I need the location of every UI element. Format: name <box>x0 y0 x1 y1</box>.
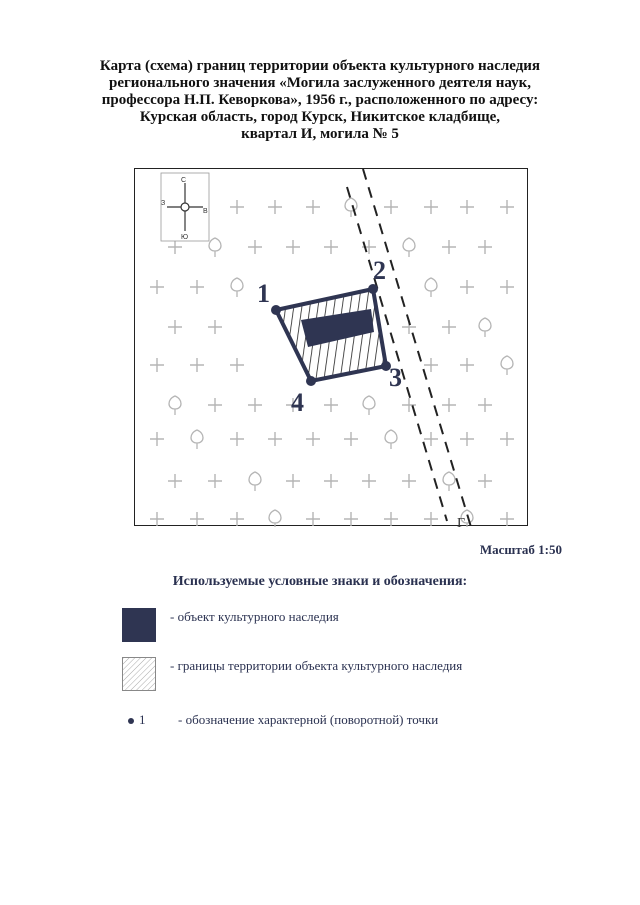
grave-cross-icon <box>248 398 262 412</box>
grave-cross-icon <box>230 358 244 372</box>
map-frame <box>134 168 528 526</box>
grave-cross-icon <box>460 200 474 214</box>
grave-cross-icon <box>190 512 204 526</box>
grave-cross-icon <box>286 474 300 488</box>
grave-cross-icon <box>286 240 300 254</box>
tree-icon <box>501 356 513 375</box>
grave-cross-icon <box>424 200 438 214</box>
legend-title: Используемые условные знаки и обозначения: <box>172 574 468 589</box>
grave-cross-icon <box>306 200 320 214</box>
grave-cross-icon <box>442 320 456 334</box>
legend-object-swatch <box>122 608 156 642</box>
grave-cross-icon <box>478 398 492 412</box>
grave-cross-icon <box>168 474 182 488</box>
legend-point-sample <box>128 712 146 728</box>
grave-cross-icon <box>190 280 204 294</box>
grave-cross-icon <box>150 280 164 294</box>
grave-cross-icon <box>208 474 222 488</box>
tree-icon <box>249 472 261 491</box>
grave-cross-icon <box>424 358 438 372</box>
point-4-label: 4 <box>291 388 304 417</box>
point-2-label: 2 <box>373 256 386 285</box>
legend-object-text: - объект культурного наследия <box>170 609 339 624</box>
grave-cross-icon <box>230 512 244 526</box>
tree-icon <box>169 396 181 415</box>
point-4-marker <box>306 376 316 386</box>
grave-cross-icon <box>442 398 456 412</box>
tree-icon <box>425 278 437 297</box>
grave-cross-icon <box>268 200 282 214</box>
tree-icon <box>385 430 397 449</box>
grave-cross-icon <box>150 432 164 446</box>
grave-cross-icon <box>306 512 320 526</box>
grave-cross-icon <box>384 512 398 526</box>
grave-cross-icon <box>190 358 204 372</box>
grave-cross-icon <box>402 474 416 488</box>
tree-icon <box>209 238 221 257</box>
legend-point-text: - обозначение характерной (поворотной) точки <box>178 712 439 727</box>
grave-cross-icon <box>424 432 438 446</box>
title-line-3: профессора Н.П. Кеворкова», 1956 г., расположенного по адресу: <box>101 92 539 108</box>
grave-cross-icon <box>344 432 358 446</box>
grave-cross-icon <box>168 240 182 254</box>
legend-zone-swatch <box>122 657 156 691</box>
map-scale: Масштаб 1:50 <box>479 542 562 557</box>
grave-cross-icon <box>208 398 222 412</box>
compass-rose <box>161 173 209 241</box>
point-3-label: 3 <box>389 363 402 392</box>
grave-cross-icon <box>230 200 244 214</box>
point-2-marker <box>368 284 378 294</box>
title-line-2: регионального значения «Могила заслуженного деятеля наук, <box>109 75 531 91</box>
tree-icon <box>403 238 415 257</box>
grave-cross-icon <box>324 474 338 488</box>
grave-cross-icon <box>362 474 376 488</box>
compass-east: В <box>203 208 208 215</box>
grave-cross-icon <box>442 240 456 254</box>
grave-cross-icon <box>324 240 338 254</box>
grave-cross-icon <box>306 432 320 446</box>
grave-cross-icon <box>460 432 474 446</box>
tree-icon <box>479 318 491 337</box>
grave-cross-icon <box>460 358 474 372</box>
road-label: Г <box>457 516 466 527</box>
grave-cross-icon <box>324 398 338 412</box>
grave-cross-icon <box>500 280 514 294</box>
tree-icon <box>231 278 243 297</box>
map-canvas <box>135 169 529 527</box>
grave-cross-icon <box>208 320 222 334</box>
grave-cross-icon <box>344 512 358 526</box>
grave-cross-icon <box>500 432 514 446</box>
title-line-5: квартал И, могила № 5 <box>241 126 399 142</box>
tree-icon <box>363 396 375 415</box>
tree-icon <box>269 510 281 527</box>
point-1-label: 1 <box>257 279 270 308</box>
grave-cross-icon <box>230 432 244 446</box>
compass-west: З <box>161 200 166 207</box>
grave-cross-icon <box>150 512 164 526</box>
map-title <box>60 58 580 143</box>
compass-north: С <box>181 177 187 184</box>
tree-icon <box>191 430 203 449</box>
title-line-4: Курская область, город Курск, Никитское кладбище, <box>139 109 501 125</box>
legend-zone-text: - границы территории объекта культурного наследия <box>170 658 463 673</box>
grave-cross-icon <box>478 474 492 488</box>
grave-cross-icon <box>268 432 282 446</box>
grave-cross-icon <box>384 200 398 214</box>
grave-cross-icon <box>478 240 492 254</box>
legend-point-dot <box>128 718 134 724</box>
legend-point-number: 1 <box>139 712 146 727</box>
grave-cross-icon <box>150 358 164 372</box>
grave-cross-icon <box>248 240 262 254</box>
point-1-marker <box>271 305 281 315</box>
grave-cross-icon <box>424 512 438 526</box>
tree-icon <box>443 472 455 491</box>
grave-cross-icon <box>500 200 514 214</box>
grave-cross-icon <box>460 280 474 294</box>
compass-south: Ю <box>181 234 189 241</box>
grave-cross-icon <box>168 320 182 334</box>
title-line-1: Карта (схема) границ территории объекта культурного наследия <box>99 58 541 74</box>
grave-cross-icon <box>500 512 514 526</box>
